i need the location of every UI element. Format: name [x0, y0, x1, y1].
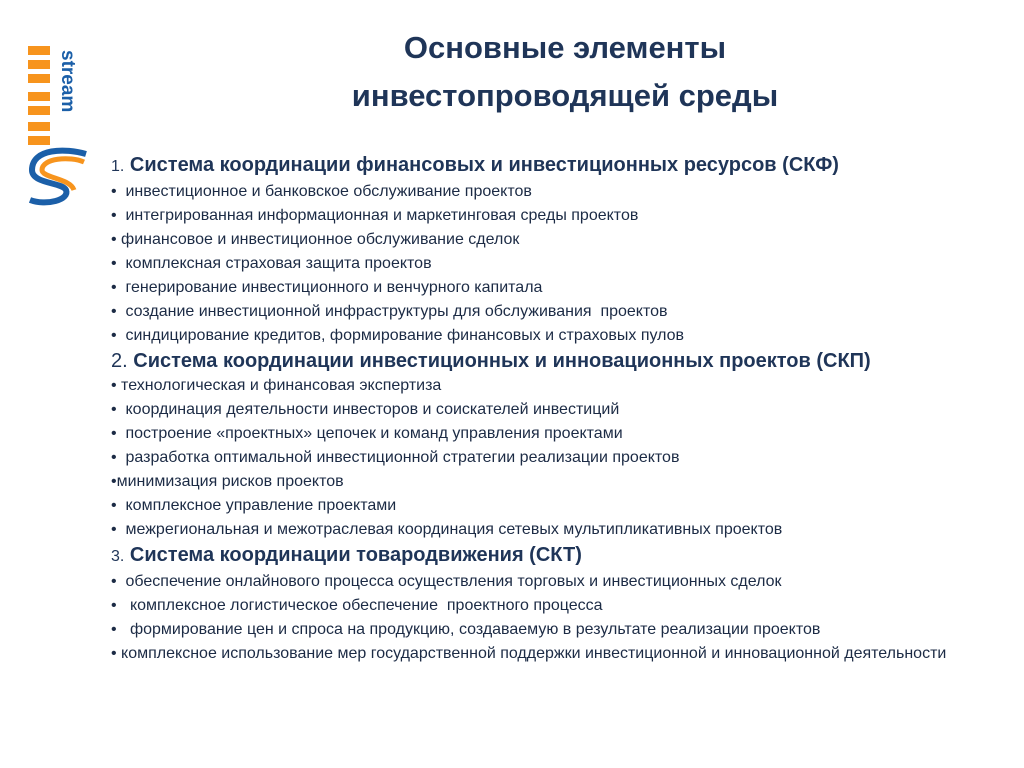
list-item: • межрегиональная и межотраслевая координация сетевых мультипликативных проектов	[111, 521, 783, 538]
list-item: • технологическая и финансовая экспертиза	[111, 377, 442, 394]
list-item: • интегрированная информационная и маркетинговая среды проектов	[111, 207, 639, 224]
section-heading-2: 2. Система координации инвестиционных и инновационных проектов (СКП)	[111, 350, 871, 372]
title-line-2: инвестопроводящей среды	[351, 78, 779, 113]
svg-text:stream: stream	[57, 50, 78, 113]
list-item: • формирование цен и спроса на продукцию, создаваемую в результате реализации проектов	[111, 621, 821, 638]
list-item: • комплексное логистическое обеспечение проектного процесса	[111, 597, 603, 614]
list-item: • комплексная страховая защита проектов	[111, 255, 432, 272]
list-item: •минимизация рисков проектов	[111, 473, 344, 490]
section-heading-1: 1. Система координации финансовых и инвестиционных ресурсов (СКФ)	[111, 154, 839, 176]
list-item: • комплексное управление проектами	[111, 497, 397, 514]
list-item: • инвестиционное и банковское обслуживание проектов	[111, 183, 532, 200]
slide-title	[300, 24, 830, 120]
list-item: • создание инвестиционной инфраструктуры для обслуживания проектов	[111, 303, 668, 320]
list-item: • разработка оптимальной инвестиционной стратегии реализации проектов	[111, 449, 680, 466]
list-item: • координация деятельности инвесторов и соискателей инвестиций	[111, 401, 620, 418]
section-heading-3: 3. Система координации товародвижения (СКТ)	[111, 544, 582, 566]
list-item: • финансовое и инвестиционное обслуживание сделок	[111, 231, 520, 248]
list-item: • комплексное использование мер государственной поддержки инвестиционной и инновационной деятельности	[111, 645, 947, 662]
title-line-1: Основные элементы	[403, 30, 727, 65]
list-item: • обеспечение онлайнового процесса осуществления торговых и инвестиционных сделок	[111, 573, 782, 590]
list-item: • генерирование инвестиционного и венчурного капитала	[111, 279, 543, 296]
list-item: • построение «проектных» цепочек и команд управления проектами	[111, 425, 623, 442]
list-item: • синдицирование кредитов, формирование финансовых и страховых пулов	[111, 327, 685, 344]
slide-content	[111, 152, 991, 666]
sun-stream-logo	[26, 44, 88, 210]
